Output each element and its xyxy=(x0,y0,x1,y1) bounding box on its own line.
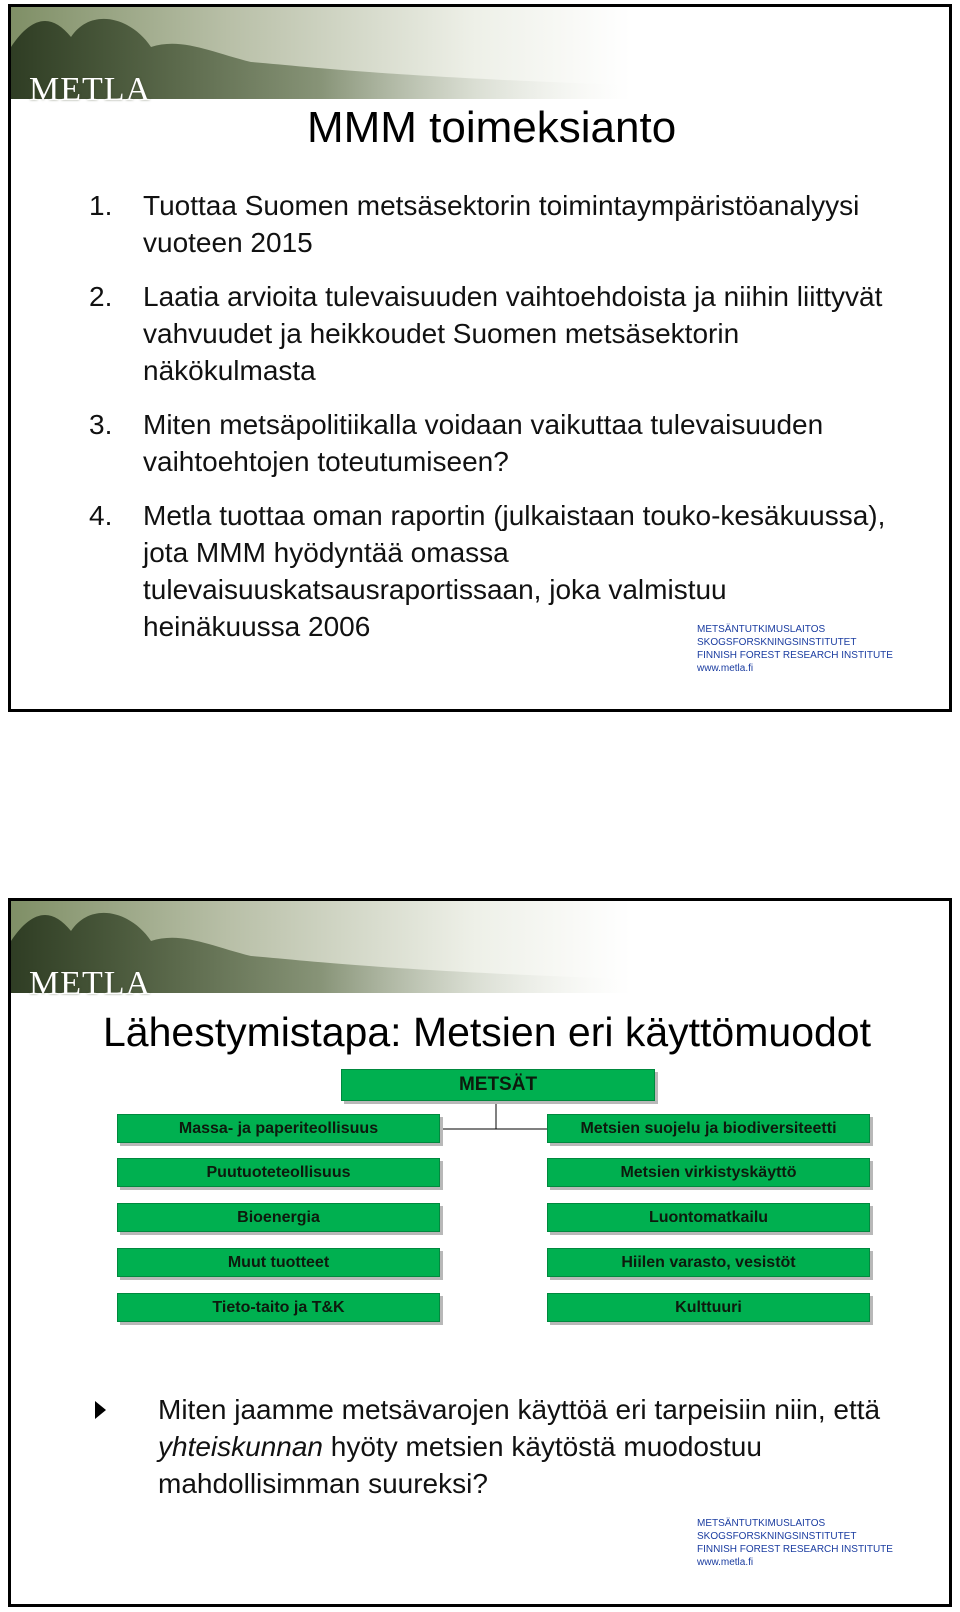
triangle-bullet-icon xyxy=(95,1401,106,1419)
question-text: Miten jaamme metsävarojen käyttöä eri tarpeisiin niin, että yhteiskunnan hyöty metsien käytöstä muodostuu mahdollisimman suureksi? xyxy=(158,1394,881,1499)
item-number: 3. xyxy=(89,409,113,440)
emphasis-text: yhteiskunnan xyxy=(158,1431,324,1462)
item-number: 1. xyxy=(89,190,113,221)
diagram-box-right: Hiilen varasto, vesistöt xyxy=(547,1248,870,1277)
institute-name-en: FINNISH FOREST RESEARCH INSTITUTE xyxy=(697,1544,893,1555)
mandate-list xyxy=(89,187,889,662)
institute-name-sv: SKOGSFORSKNINGSINSTITUTET xyxy=(697,1531,857,1542)
slide-1 xyxy=(8,4,952,712)
diagram-box-left: Muut tuotteet xyxy=(117,1248,440,1277)
institute-footer xyxy=(697,1517,893,1569)
institute-name-sv: SKOGSFORSKNINGSINSTITUTET xyxy=(697,637,857,648)
diagram-root-metsat: METSÄT xyxy=(341,1069,655,1101)
institute-footer xyxy=(697,623,893,675)
diagram-box-right: Metsien suojelu ja biodiversiteetti xyxy=(547,1114,870,1143)
diagram-box-right: Metsien virkistyskäyttö xyxy=(547,1158,870,1187)
item-text: Miten metsäpolitiikalla voidaan vaikuttaa tulevaisuuden vaihtoehtojen toteutumiseen? xyxy=(143,409,824,477)
institute-name-fi: METSÄNTUTKIMUSLAITOS xyxy=(697,1518,826,1529)
list-item xyxy=(89,406,889,480)
institute-url: www.metla.fi xyxy=(697,663,754,674)
diagram-box-left: Massa- ja paperiteollisuus xyxy=(117,1114,440,1143)
diagram-box-left: Tieto-taito ja T&K xyxy=(117,1293,440,1322)
item-text: Laatia arvioita tulevaisuuden vaihtoehdoista ja niihin liittyvät vahvuudet ja heikkoudet Suomen metsäsektorin näkökulmasta xyxy=(143,281,883,386)
slide-title: Lähestymistapa: Metsien eri käyttömuodot xyxy=(103,1009,871,1055)
list-item xyxy=(89,278,889,389)
item-number: 2. xyxy=(89,281,113,312)
slide-2 xyxy=(8,898,952,1607)
metla-logo: METLA xyxy=(29,71,152,108)
institute-name-en: FINNISH FOREST RESEARCH INSTITUTE xyxy=(697,650,893,661)
item-text: Metla tuottaa oman raportin (julkaistaan touko-kesäkuussa), jota MMM hyödyntää omassa tulevaisuuskatsausraportissaan, joka valmistuu heinäkuussa 2006 xyxy=(143,500,886,642)
slide-title: MMM toimeksianto xyxy=(307,103,677,152)
item-text: Tuottaa Suomen metsäsektorin toimintaympäristöanalyysi vuoteen 2015 xyxy=(143,190,860,258)
institute-url: www.metla.fi xyxy=(697,1557,754,1568)
diagram-box-right: Luontomatkailu xyxy=(547,1203,870,1232)
diagram-box-left: Bioenergia xyxy=(117,1203,440,1232)
diagram-box-right: Kulttuuri xyxy=(547,1293,870,1322)
list-item xyxy=(89,187,889,261)
institute-name-fi: METSÄNTUTKIMUSLAITOS xyxy=(697,624,826,635)
item-number: 4. xyxy=(89,500,113,531)
diagram-box-left: Puutuoteteollisuus xyxy=(117,1158,440,1187)
metla-logo: METLA xyxy=(29,965,152,1002)
question-bullet xyxy=(95,1391,915,1502)
